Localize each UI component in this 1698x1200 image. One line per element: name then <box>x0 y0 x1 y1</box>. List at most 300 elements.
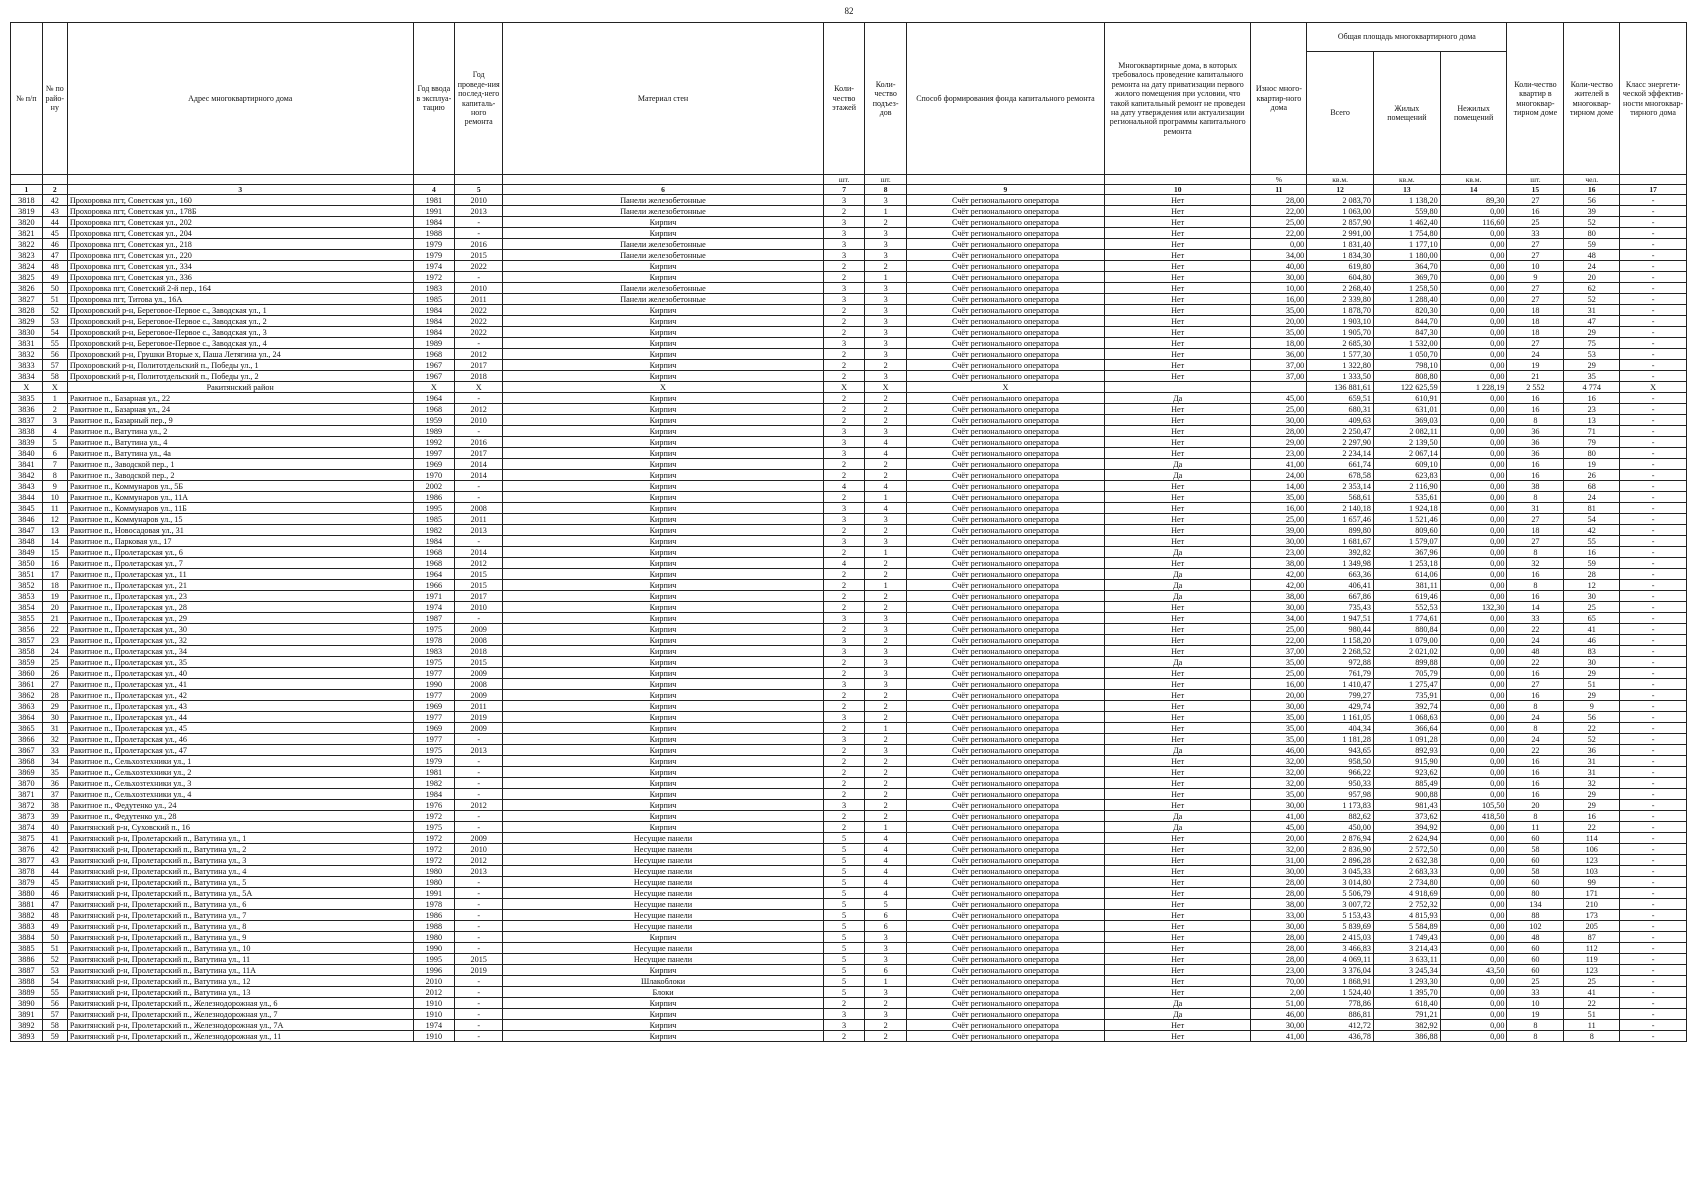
cell-area-residential: 618,40 <box>1373 998 1440 1009</box>
cell-address: Ракитянский р-н, Пролетарский п., Ватутина ул., 12 <box>67 976 413 987</box>
cell-area-residential: 381,11 <box>1373 580 1440 591</box>
cell-row-number: 3846 <box>11 514 43 525</box>
cell-area-total: 1 577,30 <box>1307 349 1374 360</box>
cell-address: Ракитянский р-н, Пролетарский п., Ватутина ул., 5А <box>67 888 413 899</box>
cell-fund-method: Счёт регионального оператора <box>906 701 1104 712</box>
cell-district-number: 46 <box>42 239 67 250</box>
cell-floors: 2 <box>823 305 865 316</box>
cell-apartments: 80 <box>1507 888 1564 899</box>
cell-area-nonresidential: 0,00 <box>1440 657 1507 668</box>
cell-wear: 42,00 <box>1251 580 1307 591</box>
cell-address: Ракитное п., Пролетарская ул., 21 <box>67 580 413 591</box>
cell-apartments: 16 <box>1507 404 1564 415</box>
cell-address: Ракитное п., Ватутина ул., 4 <box>67 437 413 448</box>
cell-residents: 11 <box>1564 1020 1620 1031</box>
cell-repair-required: Нет <box>1104 481 1251 492</box>
header-repair-required: Многоквартирные дома, в которых требовалось проведение капитального ремонта на дату приватизации первого жилого помещения при условии, что такой капитальный ремонт не проведен на дату утверждения или актуализации региональной программы капитального ремонта <box>1104 23 1251 175</box>
cell-wall-material: Несущие панели <box>503 910 824 921</box>
cell-entrances: 3 <box>865 657 907 668</box>
cell-floors: 2 <box>823 393 865 404</box>
unit-label-6 <box>503 175 824 185</box>
cell-apartments: 24 <box>1507 712 1564 723</box>
cell-repair-required: Нет <box>1104 954 1251 965</box>
table-row <box>11 1020 1687 1031</box>
cell-wall-material: Кирпич <box>503 459 824 470</box>
cell-last-repair-year: - <box>455 613 503 624</box>
cell-area-nonresidential: 0,00 <box>1440 459 1507 470</box>
cell-entrances: 3 <box>865 250 907 261</box>
cell-area-residential: 364,70 <box>1373 261 1440 272</box>
table-row <box>11 261 1687 272</box>
cell-entrances: 4 <box>865 503 907 514</box>
cell-entrances: 2 <box>865 415 907 426</box>
cell-address: Ракитное п., Пролетарская ул., 23 <box>67 591 413 602</box>
cell-district-number: 6 <box>42 448 67 459</box>
table-row <box>11 404 1687 415</box>
table-header <box>11 23 1687 195</box>
cell-last-repair-year: 2015 <box>455 250 503 261</box>
cell-energy-class: - <box>1620 943 1687 954</box>
cell-wall-material: Панели железобетонные <box>503 283 824 294</box>
cell-area-nonresidential: 0,00 <box>1440 228 1507 239</box>
cell-energy-class: - <box>1620 503 1687 514</box>
cell-address: Ракитное п., Коммунаров ул., 5Б <box>67 481 413 492</box>
cell-apartments: 27 <box>1507 338 1564 349</box>
cell-wear: 28,00 <box>1251 195 1307 206</box>
column-number-17: 17 <box>1620 185 1687 195</box>
cell-row-number: 3825 <box>11 272 43 283</box>
cell-last-repair-year: - <box>455 811 503 822</box>
cell-wear: 30,00 <box>1251 272 1307 283</box>
cell-row-number: 3819 <box>11 206 43 217</box>
cell-apartments: 102 <box>1507 921 1564 932</box>
cell-repair-required: Нет <box>1104 778 1251 789</box>
cell-apartments: 60 <box>1507 965 1564 976</box>
cell-wear: 33,00 <box>1251 910 1307 921</box>
cell-repair-required: Нет <box>1104 734 1251 745</box>
cell-area-total: 5 153,43 <box>1307 910 1374 921</box>
cell-district-number: 45 <box>42 877 67 888</box>
cell-district-number: 57 <box>42 360 67 371</box>
cell-area-nonresidential: 0,00 <box>1440 536 1507 547</box>
cell-address: Ракитное п., Пролетарская ул., 45 <box>67 723 413 734</box>
cell-area-residential: 844,70 <box>1373 316 1440 327</box>
cell-year-built: 1968 <box>413 404 455 415</box>
cell-last-repair-year: 2008 <box>455 503 503 514</box>
cell-wear: 28,00 <box>1251 954 1307 965</box>
cell-area-nonresidential: 0,00 <box>1440 1020 1507 1031</box>
district-cell: X <box>455 382 503 393</box>
cell-entrances: 4 <box>865 866 907 877</box>
cell-fund-method: Счёт регионального оператора <box>906 734 1104 745</box>
cell-repair-required: Да <box>1104 580 1251 591</box>
cell-wall-material: Блоки <box>503 987 824 998</box>
cell-entrances: 3 <box>865 646 907 657</box>
cell-residents: 52 <box>1564 734 1620 745</box>
cell-area-total: 1 524,40 <box>1307 987 1374 998</box>
cell-address: Ракитное п., Базарный пер., 9 <box>67 415 413 426</box>
cell-entrances: 3 <box>865 514 907 525</box>
cell-area-residential: 367,96 <box>1373 547 1440 558</box>
cell-fund-method: Счёт регионального оператора <box>906 558 1104 569</box>
cell-wall-material: Кирпич <box>503 602 824 613</box>
cell-fund-method: Счёт регионального оператора <box>906 338 1104 349</box>
cell-residents: 119 <box>1564 954 1620 965</box>
cell-row-number: 3823 <box>11 250 43 261</box>
cell-repair-required: Да <box>1104 459 1251 470</box>
district-nonresidential-area: 1 228,19 <box>1440 382 1507 393</box>
cell-address: Ракитянский р-н, Пролетарский п., Железнодорожная ул., 11 <box>67 1031 413 1042</box>
cell-address: Прохоровский р-н, Береговое-Первое с., Заводская ул., 2 <box>67 316 413 327</box>
table-row <box>11 756 1687 767</box>
cell-row-number: 3843 <box>11 481 43 492</box>
cell-area-residential: 735,91 <box>1373 690 1440 701</box>
cell-district-number: 43 <box>42 206 67 217</box>
column-number-6: 6 <box>503 185 824 195</box>
cell-area-residential: 1 050,70 <box>1373 349 1440 360</box>
cell-fund-method: Счёт регионального оператора <box>906 514 1104 525</box>
cell-area-total: 404,34 <box>1307 723 1374 734</box>
cell-row-number: 3880 <box>11 888 43 899</box>
cell-address: Ракитное п., Ватутина ул., 4а <box>67 448 413 459</box>
cell-entrances: 1 <box>865 822 907 833</box>
cell-repair-required: Нет <box>1104 338 1251 349</box>
cell-energy-class: - <box>1620 789 1687 800</box>
cell-fund-method: Счёт регионального оператора <box>906 437 1104 448</box>
cell-area-residential: 392,74 <box>1373 701 1440 712</box>
cell-wall-material: Кирпич <box>503 624 824 635</box>
cell-fund-method: Счёт регионального оператора <box>906 679 1104 690</box>
cell-fund-method: Счёт регионального оператора <box>906 877 1104 888</box>
cell-floors: 3 <box>823 635 865 646</box>
cell-floors: 2 <box>823 525 865 536</box>
cell-row-number: 3834 <box>11 371 43 382</box>
cell-floors: 4 <box>823 481 865 492</box>
cell-row-number: 3845 <box>11 503 43 514</box>
cell-row-number: 3889 <box>11 987 43 998</box>
cell-repair-required: Нет <box>1104 844 1251 855</box>
cell-row-number: 3862 <box>11 690 43 701</box>
cell-energy-class: - <box>1620 327 1687 338</box>
cell-wall-material: Кирпич <box>503 327 824 338</box>
cell-district-number: 53 <box>42 316 67 327</box>
cell-apartments: 16 <box>1507 756 1564 767</box>
cell-repair-required: Нет <box>1104 943 1251 954</box>
cell-fund-method: Счёт регионального оператора <box>906 712 1104 723</box>
cell-wear: 37,00 <box>1251 646 1307 657</box>
cell-area-total: 1 173,83 <box>1307 800 1374 811</box>
cell-wear: 41,00 <box>1251 811 1307 822</box>
cell-repair-required: Нет <box>1104 679 1251 690</box>
cell-district-number: 56 <box>42 349 67 360</box>
cell-area-nonresidential: 0,00 <box>1440 393 1507 404</box>
cell-area-residential: 386,88 <box>1373 1031 1440 1042</box>
cell-residents: 59 <box>1564 239 1620 250</box>
cell-year-built: 1968 <box>413 547 455 558</box>
cell-energy-class: - <box>1620 987 1687 998</box>
cell-fund-method: Счёт регионального оператора <box>906 602 1104 613</box>
table-row <box>11 470 1687 481</box>
cell-area-total: 5 506,79 <box>1307 888 1374 899</box>
district-residential-area: 122 625,59 <box>1373 382 1440 393</box>
cell-district-number: 2 <box>42 404 67 415</box>
cell-district-number: 30 <box>42 712 67 723</box>
cell-district-number: 58 <box>42 371 67 382</box>
cell-last-repair-year: 2012 <box>455 800 503 811</box>
cell-district-number: 11 <box>42 503 67 514</box>
cell-wear: 35,00 <box>1251 305 1307 316</box>
cell-area-total: 1 903,10 <box>1307 316 1374 327</box>
cell-year-built: 1974 <box>413 602 455 613</box>
cell-last-repair-year: - <box>455 789 503 800</box>
header-area-nonresidential: Нежилых помещений <box>1440 52 1507 175</box>
cell-energy-class: - <box>1620 316 1687 327</box>
cell-repair-required: Нет <box>1104 1031 1251 1042</box>
cell-row-number: 3874 <box>11 822 43 833</box>
cell-repair-required: Да <box>1104 998 1251 1009</box>
cell-wall-material: Кирпич <box>503 558 824 569</box>
cell-address: Ракитное п., Пролетарская ул., 32 <box>67 635 413 646</box>
district-total-area: 136 881,61 <box>1307 382 1374 393</box>
district-apartments: 2 552 <box>1507 382 1564 393</box>
table-row <box>11 327 1687 338</box>
cell-area-nonresidential: 0,00 <box>1440 877 1507 888</box>
cell-last-repair-year: 2015 <box>455 580 503 591</box>
cell-area-total: 1 947,51 <box>1307 613 1374 624</box>
cell-apartments: 16 <box>1507 569 1564 580</box>
header-address: Адрес многоквартирного дома <box>67 23 413 175</box>
cell-wear: 20,00 <box>1251 316 1307 327</box>
cell-energy-class: - <box>1620 734 1687 745</box>
cell-wear: 32,00 <box>1251 767 1307 778</box>
cell-fund-method: Счёт регионального оператора <box>906 756 1104 767</box>
cell-area-nonresidential: 0,00 <box>1440 899 1507 910</box>
cell-wear: 10,00 <box>1251 283 1307 294</box>
cell-entrances: 3 <box>865 987 907 998</box>
cell-apartments: 19 <box>1507 1009 1564 1020</box>
cell-wear: 34,00 <box>1251 613 1307 624</box>
cell-energy-class: - <box>1620 635 1687 646</box>
cell-energy-class: - <box>1620 294 1687 305</box>
cell-apartments: 38 <box>1507 481 1564 492</box>
cell-address: Ракитянский р-н, Пролетарский п., Ватутина ул., 7 <box>67 910 413 921</box>
cell-last-repair-year: 2013 <box>455 525 503 536</box>
cell-floors: 3 <box>823 514 865 525</box>
cell-floors: 5 <box>823 987 865 998</box>
cell-area-total: 972,88 <box>1307 657 1374 668</box>
cell-wall-material: Кирпич <box>503 1009 824 1020</box>
table-row <box>11 349 1687 360</box>
cell-address: Ракитянский р-н, Пролетарский п., Железнодорожная ул., 7А <box>67 1020 413 1031</box>
cell-energy-class: - <box>1620 393 1687 404</box>
unit-label-14: кв.м. <box>1440 175 1507 185</box>
cell-repair-required: Да <box>1104 745 1251 756</box>
cell-entrances: 3 <box>865 316 907 327</box>
cell-residents: 28 <box>1564 569 1620 580</box>
cell-last-repair-year: 2015 <box>455 954 503 965</box>
cell-repair-required: Нет <box>1104 866 1251 877</box>
cell-area-nonresidential: 0,00 <box>1440 514 1507 525</box>
cell-entrances: 2 <box>865 360 907 371</box>
cell-energy-class: - <box>1620 800 1687 811</box>
cell-area-total: 1 834,30 <box>1307 250 1374 261</box>
cell-entrances: 1 <box>865 976 907 987</box>
cell-area-nonresidential: 0,00 <box>1440 745 1507 756</box>
cell-area-nonresidential: 0,00 <box>1440 701 1507 712</box>
cell-repair-required: Нет <box>1104 690 1251 701</box>
cell-area-residential: 808,80 <box>1373 371 1440 382</box>
cell-fund-method: Счёт регионального оператора <box>906 404 1104 415</box>
cell-wear: 22,00 <box>1251 228 1307 239</box>
cell-district-number: 31 <box>42 723 67 734</box>
cell-address: Прохоровский р-н, Береговое-Первое с., Заводская ул., 3 <box>67 327 413 338</box>
cell-residents: 19 <box>1564 459 1620 470</box>
cell-wear: 25,00 <box>1251 624 1307 635</box>
cell-year-built: 1984 <box>413 789 455 800</box>
cell-energy-class: - <box>1620 283 1687 294</box>
cell-apartments: 22 <box>1507 745 1564 756</box>
cell-last-repair-year: 2012 <box>455 404 503 415</box>
cell-area-total: 882,62 <box>1307 811 1374 822</box>
cell-wear: 30,00 <box>1251 800 1307 811</box>
cell-fund-method: Счёт регионального оператора <box>906 371 1104 382</box>
cell-fund-method: Счёт регионального оператора <box>906 239 1104 250</box>
cell-area-total: 958,50 <box>1307 756 1374 767</box>
cell-address: Ракитянский р-н, Пролетарский п., Ватутина ул., 1 <box>67 833 413 844</box>
cell-wall-material: Кирпич <box>503 1031 824 1042</box>
cell-residents: 29 <box>1564 668 1620 679</box>
cell-energy-class: - <box>1620 261 1687 272</box>
cell-apartments: 21 <box>1507 371 1564 382</box>
cell-residents: 123 <box>1564 965 1620 976</box>
cell-apartments: 24 <box>1507 349 1564 360</box>
cell-apartments: 8 <box>1507 1031 1564 1042</box>
cell-area-total: 2 234,14 <box>1307 448 1374 459</box>
cell-last-repair-year: 2017 <box>455 591 503 602</box>
cell-last-repair-year: - <box>455 492 503 503</box>
cell-area-nonresidential: 0,00 <box>1440 932 1507 943</box>
table-row <box>11 712 1687 723</box>
cell-row-number: 3842 <box>11 470 43 481</box>
cell-floors: 3 <box>823 646 865 657</box>
cell-apartments: 134 <box>1507 899 1564 910</box>
cell-year-built: 1974 <box>413 1020 455 1031</box>
cell-energy-class: - <box>1620 701 1687 712</box>
cell-district-number: 43 <box>42 855 67 866</box>
table-row <box>11 371 1687 382</box>
cell-entrances: 3 <box>865 305 907 316</box>
cell-floors: 3 <box>823 536 865 547</box>
cell-floors: 3 <box>823 800 865 811</box>
unit-label-1 <box>11 175 43 185</box>
cell-residents: 68 <box>1564 481 1620 492</box>
column-number-16: 16 <box>1564 185 1620 195</box>
cell-apartments: 8 <box>1507 723 1564 734</box>
cell-district-number: 42 <box>42 844 67 855</box>
cell-apartments: 27 <box>1507 536 1564 547</box>
cell-fund-method: Счёт регионального оператора <box>906 393 1104 404</box>
header-total-area-group: Общая площадь многоквартирного дома <box>1307 23 1507 52</box>
cell-district-number: 52 <box>42 954 67 965</box>
cell-apartments: 16 <box>1507 206 1564 217</box>
cell-area-nonresidential: 0,00 <box>1440 613 1507 624</box>
cell-wall-material: Кирпич <box>503 514 824 525</box>
cell-repair-required: Нет <box>1104 503 1251 514</box>
cell-floors: 3 <box>823 283 865 294</box>
cell-energy-class: - <box>1620 305 1687 316</box>
cell-address: Прохоровский р-н, Грушки Вторые х, Паша Летягина ул., 24 <box>67 349 413 360</box>
cell-energy-class: - <box>1620 404 1687 415</box>
unit-label-15: шт. <box>1507 175 1564 185</box>
cell-row-number: 3827 <box>11 294 43 305</box>
table-row <box>11 646 1687 657</box>
cell-apartments: 31 <box>1507 503 1564 514</box>
cell-area-residential: 2 572,50 <box>1373 844 1440 855</box>
cell-wear: 32,00 <box>1251 844 1307 855</box>
cell-area-nonresidential: 0,00 <box>1440 1031 1507 1042</box>
cell-apartments: 8 <box>1507 415 1564 426</box>
cell-area-nonresidential: 0,00 <box>1440 470 1507 481</box>
table-row <box>11 503 1687 514</box>
cell-wall-material: Панели железобетонные <box>503 195 824 206</box>
cell-area-residential: 2 067,14 <box>1373 448 1440 459</box>
cell-entrances: 1 <box>865 206 907 217</box>
cell-year-built: 1974 <box>413 261 455 272</box>
cell-address: Прохоровка пгт, Советская ул., 204 <box>67 228 413 239</box>
cell-district-number: 48 <box>42 910 67 921</box>
cell-last-repair-year: 2011 <box>455 294 503 305</box>
cell-wall-material: Кирпич <box>503 745 824 756</box>
cell-apartments: 16 <box>1507 778 1564 789</box>
cell-area-nonresidential: 0,00 <box>1440 569 1507 580</box>
cell-year-built: 2010 <box>413 976 455 987</box>
table-row <box>11 789 1687 800</box>
table-row <box>11 360 1687 371</box>
cell-year-built: 1984 <box>413 217 455 228</box>
cell-row-number: 3841 <box>11 459 43 470</box>
cell-district-number: 44 <box>42 217 67 228</box>
cell-wear: 36,00 <box>1251 349 1307 360</box>
cell-area-total: 2 991,00 <box>1307 228 1374 239</box>
table-row <box>11 338 1687 349</box>
cell-area-residential: 923,62 <box>1373 767 1440 778</box>
cell-repair-required: Нет <box>1104 712 1251 723</box>
table-row <box>11 437 1687 448</box>
cell-area-total: 412,72 <box>1307 1020 1374 1031</box>
cell-wall-material: Кирпич <box>503 932 824 943</box>
cell-residents: 20 <box>1564 272 1620 283</box>
cell-year-built: 1910 <box>413 1031 455 1042</box>
cell-apartments: 36 <box>1507 437 1564 448</box>
cell-row-number: 3892 <box>11 1020 43 1031</box>
cell-wall-material: Кирпич <box>503 569 824 580</box>
cell-district-number: 17 <box>42 569 67 580</box>
cell-repair-required: Нет <box>1104 701 1251 712</box>
cell-repair-required: Нет <box>1104 272 1251 283</box>
cell-wall-material: Кирпич <box>503 525 824 536</box>
cell-district-number: 28 <box>42 690 67 701</box>
cell-row-number: 3837 <box>11 415 43 426</box>
cell-address: Ракитное п., Пролетарская ул., 30 <box>67 624 413 635</box>
cell-floors: 2 <box>823 811 865 822</box>
cell-last-repair-year: 2017 <box>455 448 503 459</box>
cell-residents: 171 <box>1564 888 1620 899</box>
cell-floors: 5 <box>823 844 865 855</box>
cell-apartments: 36 <box>1507 448 1564 459</box>
cell-residents: 29 <box>1564 690 1620 701</box>
cell-row-number: 3883 <box>11 921 43 932</box>
cell-wear: 38,00 <box>1251 591 1307 602</box>
